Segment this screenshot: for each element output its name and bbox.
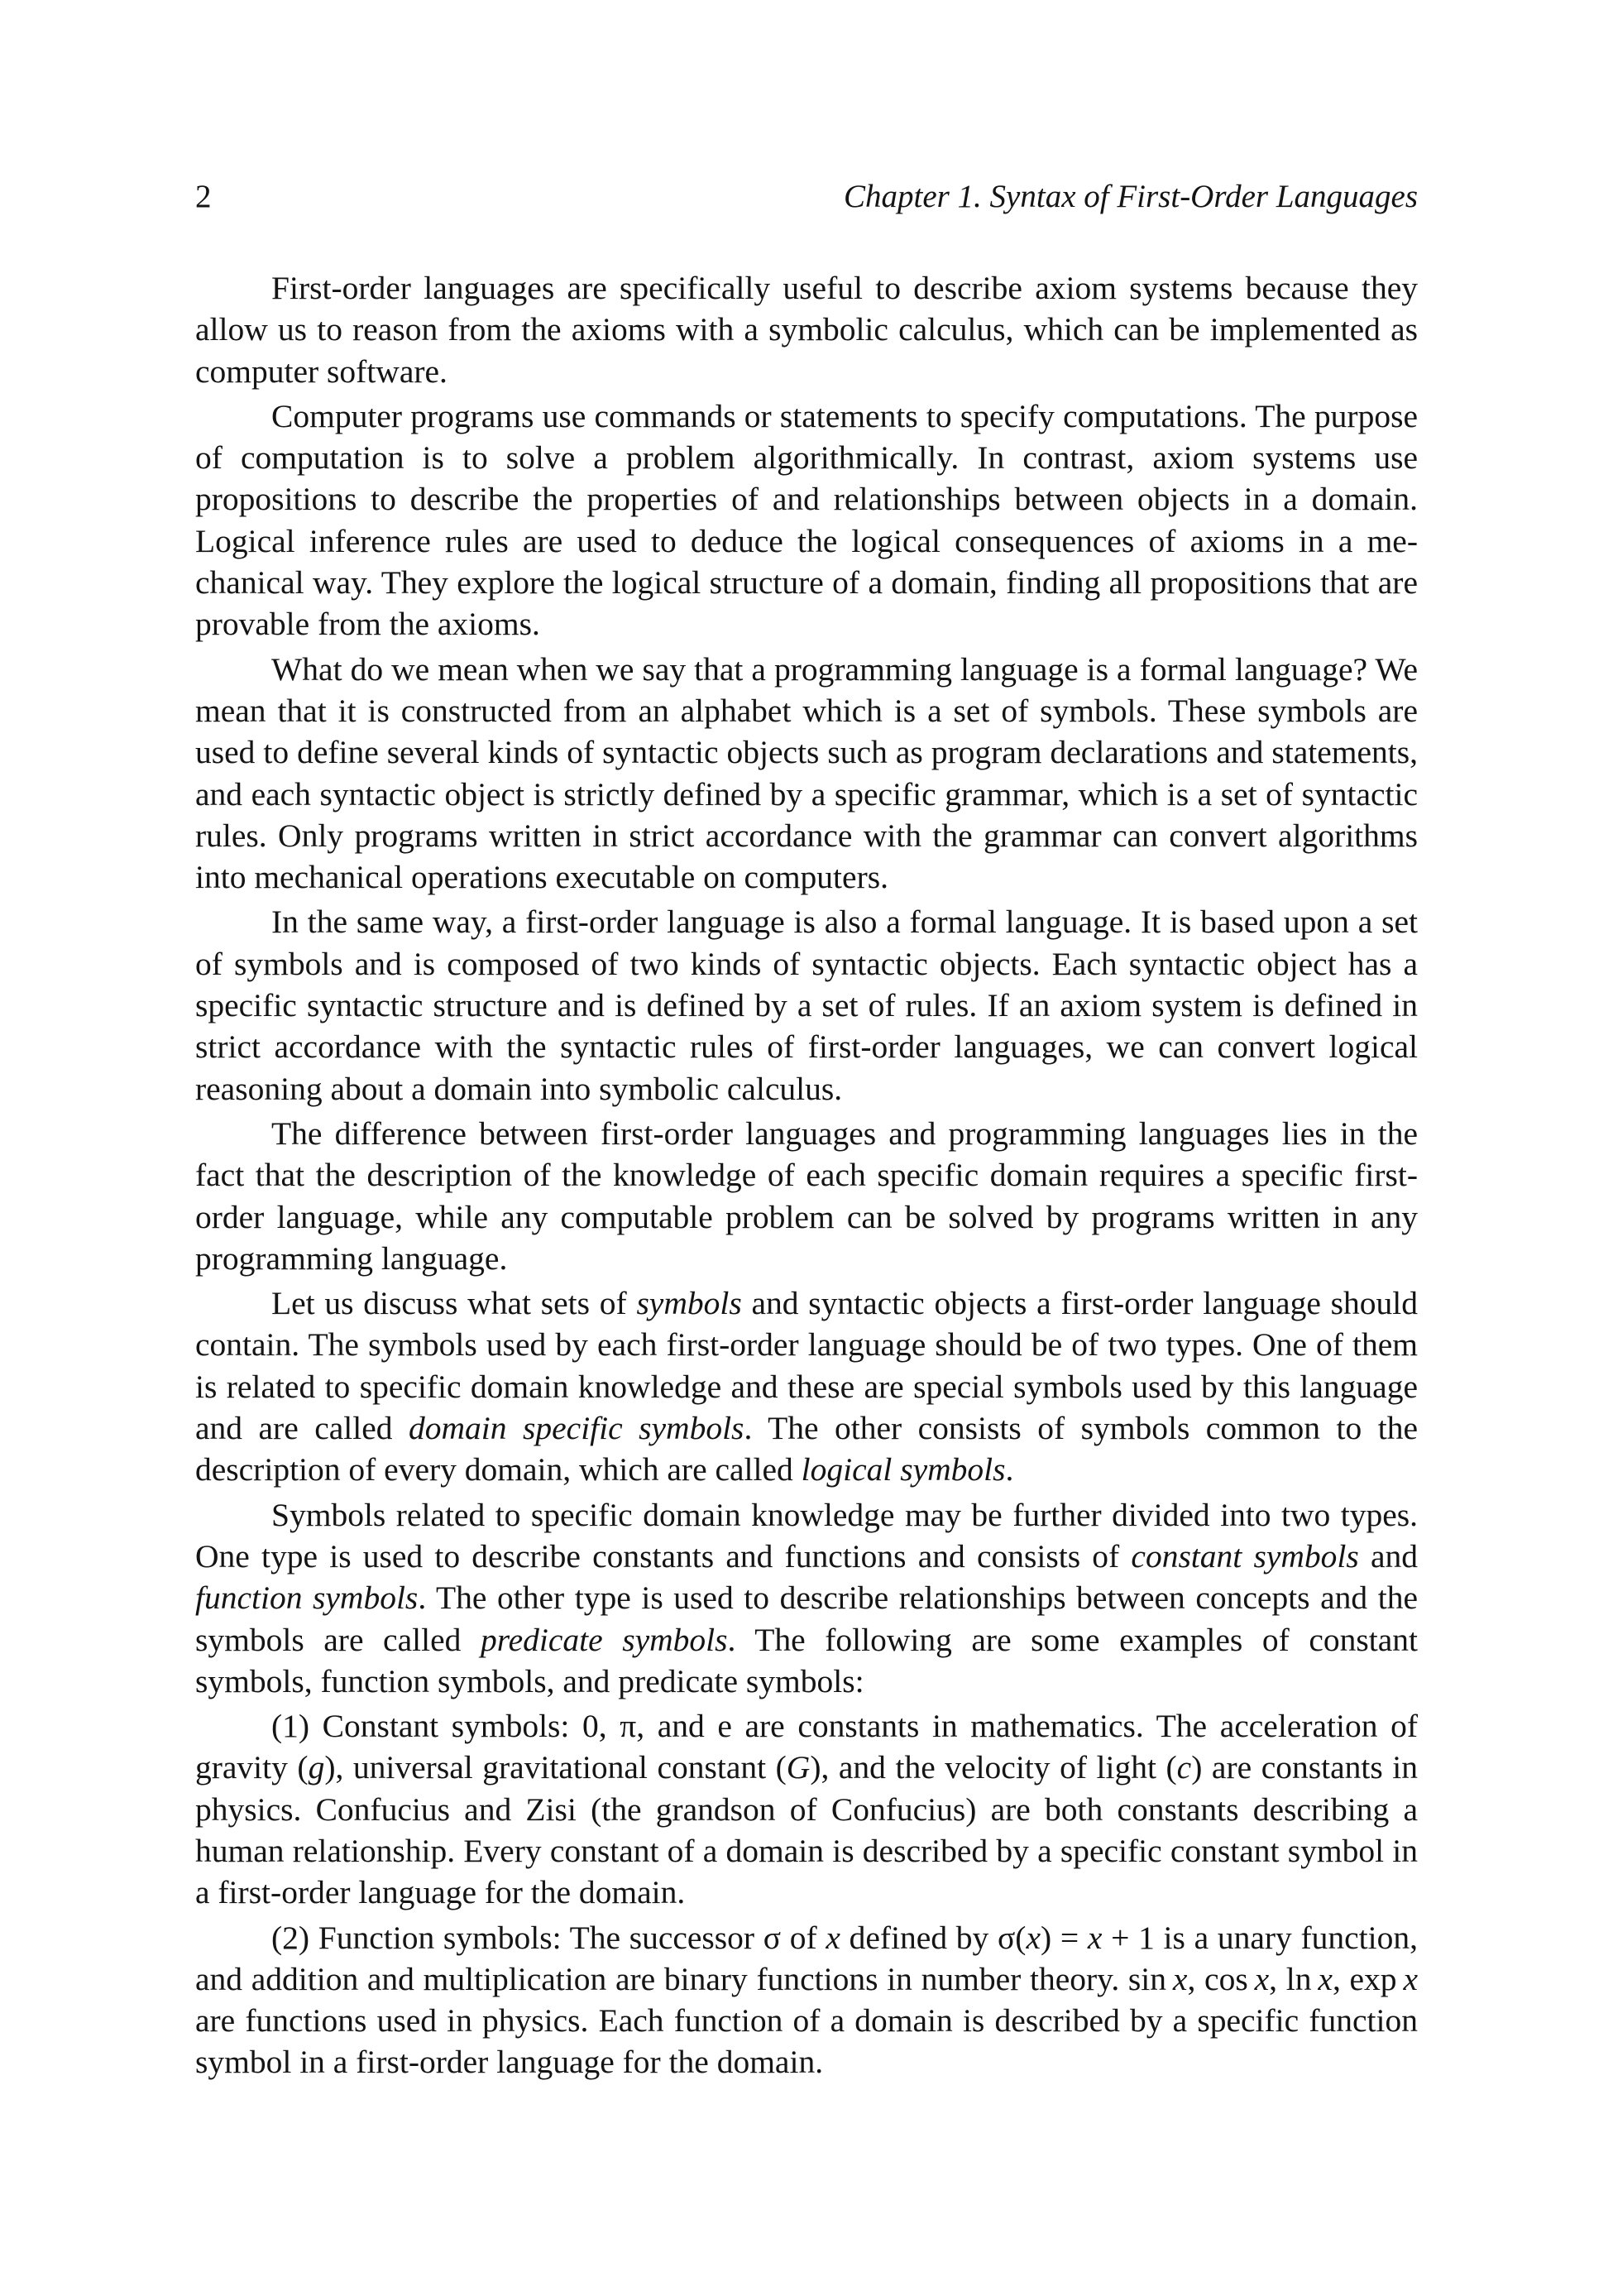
math-variable: x (1318, 1960, 1333, 1997)
text-run: , cos (1187, 1960, 1255, 1997)
paragraph-text: What do we mean when we say that a programming language is a formal language? We mean that it is constructed from an alphabet which is a set of symbols. These symbols are used to define several kinds of syntactic objects such as program declarations and statements, and each syntactic object is strictly defined by a specific grammar, which is a set of syntactic rules. Only programs written in strict accordance with the grammar can convert algorithms into mechanical operations executable on computers. (195, 650, 1418, 896)
text-run: (1) Constant symbols: 0, π, and e are constants in mathematics. The acceleration of gravity ( (195, 1708, 1418, 1786)
text-run: . (1005, 1451, 1014, 1488)
text-run: . The other consists of symbols common to the description of every domain, which are called (195, 1410, 1419, 1488)
emphasis-term: function symbols (195, 1579, 419, 1617)
text-run: , exp (1332, 1960, 1404, 1997)
text-run: ), universal gravitational constant ( (324, 1749, 787, 1786)
paragraph-8 (195, 1705, 1418, 1913)
math-variable: G (786, 1749, 811, 1786)
paragraph-1 (195, 267, 1418, 392)
text-run: + 1 is a unary function, and addition and multiplication are binary functions in number theory. sin (195, 1919, 1419, 1997)
math-variable: x (1254, 1960, 1270, 1997)
paragraph-text: In the same way, a first-order language is also a formal language. It is based upon a set of symbols and is composed of two kinds of syntactic objects. Each syntactic object has a specific syntactic structure and is defined by a set of rules. If an axiom system is defined in strict accordance with the syntactic rules of first-order languages, we can convert logical reasoning about a domain into symbolic calculus. (195, 904, 1418, 1107)
math-variable: x (1026, 1919, 1041, 1956)
text-run: ) = (1041, 1919, 1088, 1956)
text-run: ) are constants in physics. Confucius and Zisi (the grandson of Confucius) are both constants describing a human relationship. Every constant of a domain is described by a specific constant symbol in a first-order language for the domain. (195, 1749, 1418, 1911)
page-number: 2 (195, 179, 212, 214)
math-variable: x (1403, 1960, 1419, 1997)
text-run: Symbols related to specific domain knowledge may be further divided into two types. One type is used to describe constants and functions and consists of (195, 1496, 1418, 1575)
page-header (195, 172, 1418, 222)
text-run: and (1358, 1537, 1418, 1575)
text-run: Let us discuss what sets of (271, 1285, 637, 1322)
emphasis-term: logical symbols (801, 1451, 1006, 1488)
math-variable: c (1176, 1749, 1192, 1786)
math-variable: x (1087, 1919, 1103, 1956)
paragraph-9 (195, 1917, 1418, 2083)
math-variable: g (308, 1749, 325, 1786)
math-variable: x (826, 1919, 840, 1956)
text-run: and syntactic objects a first-order language should contain. The symbols used by each first-order language should be of two types. One of them is related to specific domain knowledge and these are special symbols used by this language and are called (195, 1285, 1418, 1447)
paragraph-text: First-order languages are specifically useful to describe axiom systems because they allow us to reason from the axioms with a symbolic calculus, which can be implemented as computer software. (195, 270, 1418, 390)
paragraph-text: Computer programs use commands or statements to specify computations. The purpose of computation is to solve a problem algorithmically. In contrast, axiom systems use propositions to describe the properties of and relationships between objects in a domain. Logical inference rules are used to deduce the logical consequences of axioms in a mechanical way. They explore the logical structure of a domain, finding all propositions that are provable from the axioms. (195, 397, 1418, 643)
text-run: (2) Function symbols: The successor σ of (271, 1919, 826, 1956)
paragraph-3 (195, 649, 1418, 899)
paragraph-4 (195, 901, 1418, 1109)
paragraph-text: The difference between first-order languages and programming languages lies in the fact that the description of the knowledge of each specific domain requires a specific first-order language, while any computable problem can be solved by programs written in any programming language. (195, 1114, 1418, 1277)
paragraph-5 (195, 1113, 1418, 1279)
text-run: . The following are some examples of constant symbols, function symbols, and predicate symbols: (195, 1621, 1418, 1699)
text-run: , ln (1269, 1960, 1319, 1997)
text-run: . The other type is used to describe relationships between concepts and the symbols are called (195, 1579, 1418, 1658)
body-text (195, 267, 1418, 2087)
paragraph-7 (195, 1494, 1418, 1702)
text-run: defined by σ( (840, 1919, 1027, 1956)
math-variable: x (1172, 1960, 1188, 1997)
running-head: Chapter 1. Syntax of First-Order Languages (843, 179, 1418, 214)
emphasis-term: domain specific symbols (409, 1410, 744, 1447)
emphasis-term: predicate symbols (480, 1621, 728, 1658)
paragraph-6 (195, 1282, 1418, 1490)
emphasis-term: symbols (636, 1285, 742, 1322)
text-run: are functions used in physics. Each function of a domain is described by a specific function symbol in a first-order language for the domain. (195, 2002, 1418, 2081)
paragraph-2 (195, 395, 1418, 645)
emphasis-term: constant symbols (1131, 1537, 1359, 1575)
text-run: ), and the velocity of light ( (810, 1749, 1177, 1786)
